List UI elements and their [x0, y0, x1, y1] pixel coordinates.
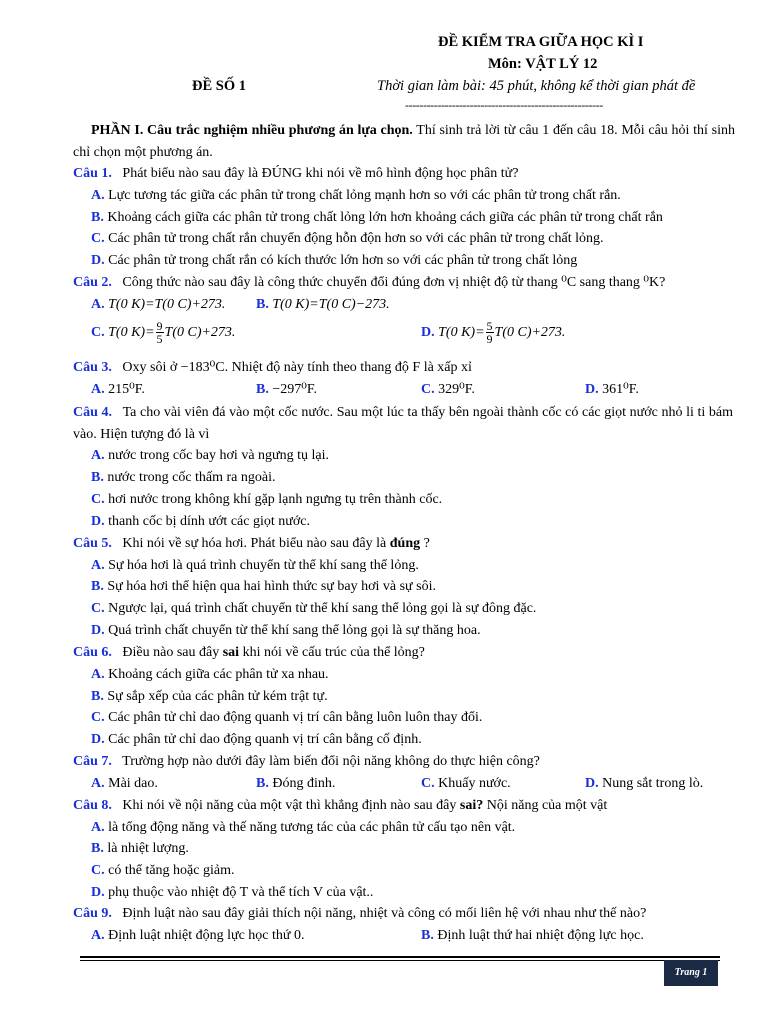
- question-2: [73, 273, 665, 293]
- q6-option-b[interactable]: B. Sự sắp xếp của các phân tử kém trật tự.: [91, 689, 328, 704]
- q9-option-b[interactable]: B. Định luật thứ hai nhiệt động lực học.: [421, 928, 644, 943]
- question-4: [73, 402, 733, 446]
- question-6: Câu 6. Điều nào sau đây sai khi nói về cấu trúc của thể lỏng?: [73, 645, 425, 660]
- q6-option-d[interactable]: D. Các phân tử chỉ dao động quanh vị trí cân bằng cố định.: [91, 732, 422, 747]
- question-1: [73, 164, 518, 184]
- question-label: Câu 8.: [73, 798, 112, 813]
- q2-option-b[interactable]: B. T(0 K)=T(0 C)−273.: [256, 297, 390, 312]
- question-label: Câu 9.: [73, 906, 112, 921]
- q3-option-c[interactable]: C. 329⁰F.: [421, 382, 475, 397]
- q3-option-b[interactable]: B. −297⁰F.: [256, 382, 318, 397]
- question-label: Câu 4.: [73, 405, 113, 420]
- question-text: Công thức nào sau đây là công thức chuyển đổi đúng đơn vị nhiệt độ từ thang ⁰C sang thang ⁰K?: [122, 275, 666, 290]
- q1-option-d[interactable]: D. Các phân tử trong chất rắn có kích thước lớn hơn so với các phân tử trong chất lỏng: [91, 253, 578, 268]
- exam-time: Thời gian làm bài: 45 phút, không kể thời gian phát đề: [377, 78, 696, 94]
- q1-option-a[interactable]: A. Lực tương tác giữa các phân tử trong chất lỏng mạnh hơn so với các phân tử trong chất rắn.: [91, 188, 621, 203]
- q4-option-c[interactable]: C. hơi nước trong không khí gặp lạnh ngưng tụ trên thành cốc.: [91, 492, 443, 507]
- question-9: [73, 904, 646, 924]
- q4-option-d[interactable]: D. thanh cốc bị dính ướt các giọt nước.: [91, 514, 310, 529]
- question-text: Trường hợp nào dưới đây làm biến đổi nội năng không do thực hiện công?: [122, 754, 540, 769]
- question-label: Câu 6.: [73, 645, 112, 660]
- question-text: Ta cho vài viên đá vào một cốc nước. Sau một lúc ta thấy bên ngoài thành cốc có các giọt nước nhỏ li ti bám vào. Hiện tượng đó là vì: [73, 405, 733, 442]
- header-divider: -------------------------------------------------------: [405, 98, 603, 112]
- q5-option-c[interactable]: C. Ngược lại, quá trình chất chuyển từ thể khí sang thể lỏng gọi là sự đông đặc.: [91, 601, 537, 616]
- footer-rule: [80, 956, 720, 958]
- q4-option-b[interactable]: B. nước trong cốc thấm ra ngoài.: [91, 470, 276, 485]
- q5-option-b[interactable]: B. Sự hóa hơi thể hiện qua hai hình thức sự bay hơi và sự sôi.: [91, 579, 436, 594]
- question-text: Oxy sôi ở −183⁰C. Nhiệt độ này tính theo thang độ F là xấp xỉ: [122, 360, 472, 375]
- q8-option-d[interactable]: D. phụ thuộc vào nhiệt độ T và thể tích V của vật..: [91, 885, 374, 900]
- q7-option-c[interactable]: C. Khuấy nước.: [421, 776, 511, 791]
- footer-rule-thin: [80, 960, 720, 961]
- q1-option-c[interactable]: C. Các phân tử trong chất rắn chuyển động hỗn độn hơn so với các phân tử trong chất lỏng.: [91, 231, 604, 246]
- exam-subject: Môn: VẬT LÝ 12: [488, 56, 598, 72]
- q6-option-a[interactable]: A. Khoảng cách giữa các phân tử xa nhau.: [91, 667, 329, 682]
- part1-heading: [73, 120, 735, 164]
- question-5: Câu 5. Khi nói về sự hóa hơi. Phát biểu nào sau đây là đúng ?: [73, 536, 430, 551]
- question-label: Câu 1.: [73, 166, 112, 181]
- q6-option-c[interactable]: C. Các phân tử chỉ dao động quanh vị trí cân bằng luôn luôn thay đổi.: [91, 710, 483, 725]
- exam-title: ĐỀ KIỂM TRA GIỮA HỌC KÌ I: [438, 34, 644, 50]
- page-number: Trang 1: [664, 960, 718, 986]
- q7-option-d[interactable]: D. Nung sắt trong lò.: [585, 776, 704, 791]
- q1-option-b[interactable]: B. Khoảng cách giữa các phân tử trong chất lỏng lớn hơn khoảng cách giữa các phân tử trong chất rắn: [91, 210, 663, 225]
- q5-option-d[interactable]: D. Quá trình chất chuyển từ thể khí sang thể lỏng gọi là sự thăng hoa.: [91, 623, 481, 638]
- q3-option-d[interactable]: D. 361⁰F.: [585, 382, 639, 397]
- question-3: [73, 358, 472, 378]
- q2-option-c[interactable]: C. T(0 K)= $\frac{9}{5}$ T(0 C)+273.: [91, 319, 236, 347]
- part1-instruction: Thí sinh trả lời từ câu 1 đến câu 18. Mỗi câu hỏi thí sinh chỉ chọn một phương án.: [73, 123, 735, 160]
- q8-option-c[interactable]: C. có thể tăng hoặc giảm.: [91, 863, 235, 878]
- q4-option-a[interactable]: A. nước trong cốc bay hơi và ngưng tụ lại.: [91, 448, 330, 463]
- question-8: Câu 8. Khi nói về nội năng của một vật thì khẳng định nào sau đây sai? Nội năng của một vật: [73, 798, 608, 813]
- question-text: Phát biểu nào sau đây là ĐÚNG khi nói về mô hình động học phân tử?: [122, 166, 519, 181]
- question-text: Định luật nào sau đây giải thích nội năng, nhiệt và công có mối liên hệ với nhau như thế nào?: [122, 906, 647, 921]
- question-label: Câu 2.: [73, 275, 112, 290]
- fraction: $\frac{9}{5}$: [156, 319, 163, 347]
- q5-option-a[interactable]: A. Sự hóa hơi là quá trình chuyển từ thể khí sang thể lỏng.: [91, 558, 419, 573]
- q7-option-a[interactable]: A. Mài dao.: [91, 776, 158, 791]
- q7-option-b[interactable]: B. Đóng đinh.: [256, 776, 336, 791]
- q3-option-a[interactable]: A. 215⁰F.: [91, 382, 145, 397]
- fraction: $\frac{5}{9}$: [486, 319, 493, 347]
- question-label: Câu 3.: [73, 360, 112, 375]
- exam-number: ĐỀ SỐ 1: [192, 78, 246, 94]
- part1-title: PHẦN I. Câu trắc nghiệm nhiều phương án lựa chọn.: [91, 123, 413, 138]
- question-7: [73, 752, 540, 772]
- q9-option-a[interactable]: A. Định luật nhiệt động lực học thứ 0.: [91, 928, 305, 943]
- q8-option-b[interactable]: B. là nhiệt lượng.: [91, 841, 189, 856]
- question-label: Câu 5.: [73, 536, 112, 551]
- q2-option-a[interactable]: A. T(0 K)=T(0 C)+273.: [91, 297, 226, 312]
- q8-option-a[interactable]: A. là tổng động năng và thế năng tương tác của các phân tử cấu tạo nên vật.: [91, 820, 516, 835]
- question-label: Câu 7.: [73, 754, 112, 769]
- q2-option-d[interactable]: D. T(0 K)= $\frac{5}{9}$ T(0 C)+273.: [421, 319, 566, 347]
